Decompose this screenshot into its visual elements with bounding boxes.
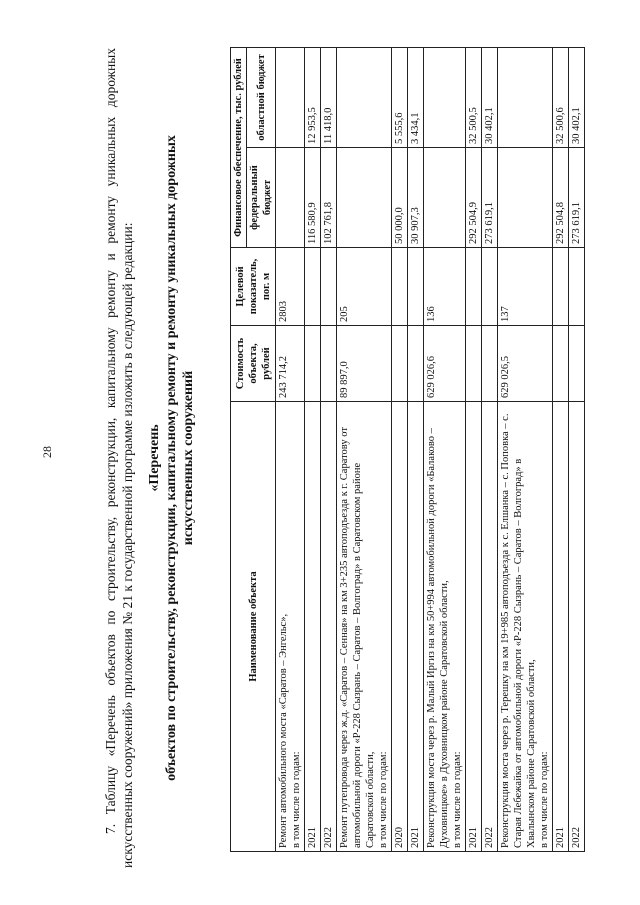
federal-cell: 292 504,8 [553, 148, 569, 248]
object-name: Реконструкция моста через р. Малый Иргиз на км 50+994 автомобильной дороги «Балаково – Духовницкое» в Духовницком районе Саратовской области, в том числе по годам: [424, 402, 466, 852]
federal-cell: 273 619,1 [482, 148, 498, 248]
year-cell: 2020 [392, 402, 408, 852]
regional-cell: 5 555,6 [392, 47, 408, 147]
federal-cell: 50 000,0 [392, 148, 408, 248]
table-row [482, 47, 498, 851]
header-funding: Финансовое обеспечение, тыс. рублей [231, 47, 247, 247]
header-federal: федеральный бюджет [247, 148, 276, 248]
year-cell: 2021 [466, 402, 482, 852]
regional-cell: 30 402,1 [569, 47, 585, 147]
header-cost: Стоимость объекта, рублей [231, 326, 276, 402]
regional-cell [337, 47, 392, 147]
regional-cell [276, 47, 305, 147]
regional-cell [498, 47, 553, 147]
federal-cell: 30 907,3 [408, 148, 424, 248]
title-line-2: объектов по строительству, реконструкции, капитальному ремонту и ремонту уникальных дорожных [164, 135, 179, 781]
table-row [337, 47, 392, 851]
year-cell: 2021 [553, 402, 569, 852]
table-row [466, 47, 482, 851]
year-cell: 2021 [305, 402, 321, 852]
federal-cell: 273 619,1 [569, 148, 585, 248]
document-title [146, 48, 197, 868]
year-cell: 2022 [482, 402, 498, 852]
federal-cell [498, 148, 553, 248]
object-name: Ремонт путепровода через ж.д. «Саратов – Сенная» на км 3+235 автоподъезда к г. Саратову от автомобильной дороги «Р-228 Сызрань – Саратов – Волгоград» в Саратовском районе Саратовской области, в том числе по годам: [337, 402, 392, 852]
object-cost: 629 026,6 [424, 326, 466, 402]
year-cell: 2022 [321, 402, 337, 852]
table-row [276, 47, 305, 851]
regional-cell: 30 402,1 [482, 47, 498, 147]
regional-cell: 32 500,5 [466, 47, 482, 147]
federal-cell: 116 580,9 [305, 148, 321, 248]
table-row [569, 47, 585, 851]
table-row [305, 47, 321, 851]
object-target: 136 [424, 248, 466, 326]
federal-cell: 292 504,9 [466, 148, 482, 248]
title-line-3: искусственных сооружений [181, 370, 196, 546]
regional-cell [424, 47, 466, 147]
table-row [424, 47, 466, 851]
header-target: Целевой показатель, пог. м [231, 248, 276, 326]
object-name: Ремонт автомобильного моста «Саратов – Энгельс», в том числе по годам: [276, 402, 305, 852]
title-line-1: «Перечень [147, 424, 162, 492]
regional-cell: 32 500,6 [553, 47, 569, 147]
object-name: Реконструкция моста через р. Терешку на км 19+985 автоподъезда к с. Елшанка – с. Поповка – с. Старая Лебежайка от автомобильной дороги «Р-228 Сызрань – Саратов – Волгоград» в Хвалынском районе Саратовской области, в том числе по годам: [498, 402, 553, 852]
table-row [321, 47, 337, 851]
object-target: 2803 [276, 248, 305, 326]
header-object-name: Наименование объекта [231, 402, 276, 852]
object-cost: 89 897,0 [337, 326, 392, 402]
federal-cell [276, 148, 305, 248]
header-regional: областной бюджет [247, 47, 276, 147]
object-cost: 243 714,2 [276, 326, 305, 402]
table-row [553, 47, 569, 851]
regional-cell: 3 434,1 [408, 47, 424, 147]
object-target: 137 [498, 248, 553, 326]
federal-cell [337, 148, 392, 248]
table-row [392, 47, 408, 851]
object-cost: 629 026,5 [498, 326, 553, 402]
regional-cell: 12 953,5 [305, 47, 321, 147]
page-number: 28 [40, 446, 54, 458]
objects-table [230, 47, 585, 852]
rotated-page-content [88, 48, 608, 868]
year-cell: 2022 [569, 402, 585, 852]
federal-cell [424, 148, 466, 248]
federal-cell: 102 761,8 [321, 148, 337, 248]
year-cell: 2021 [408, 402, 424, 852]
table-row [498, 47, 553, 851]
intro-paragraph: 7. Таблицу «Перечень объектов по строительству, реконструкции, капитальному ремонту и ремонту уникальных дорожных искусственных сооружений» приложения № 21 к государственной программе изложить в следующей редакции: [102, 48, 135, 868]
regional-cell: 11 418,0 [321, 47, 337, 147]
object-target: 205 [337, 248, 392, 326]
table-row [408, 47, 424, 851]
